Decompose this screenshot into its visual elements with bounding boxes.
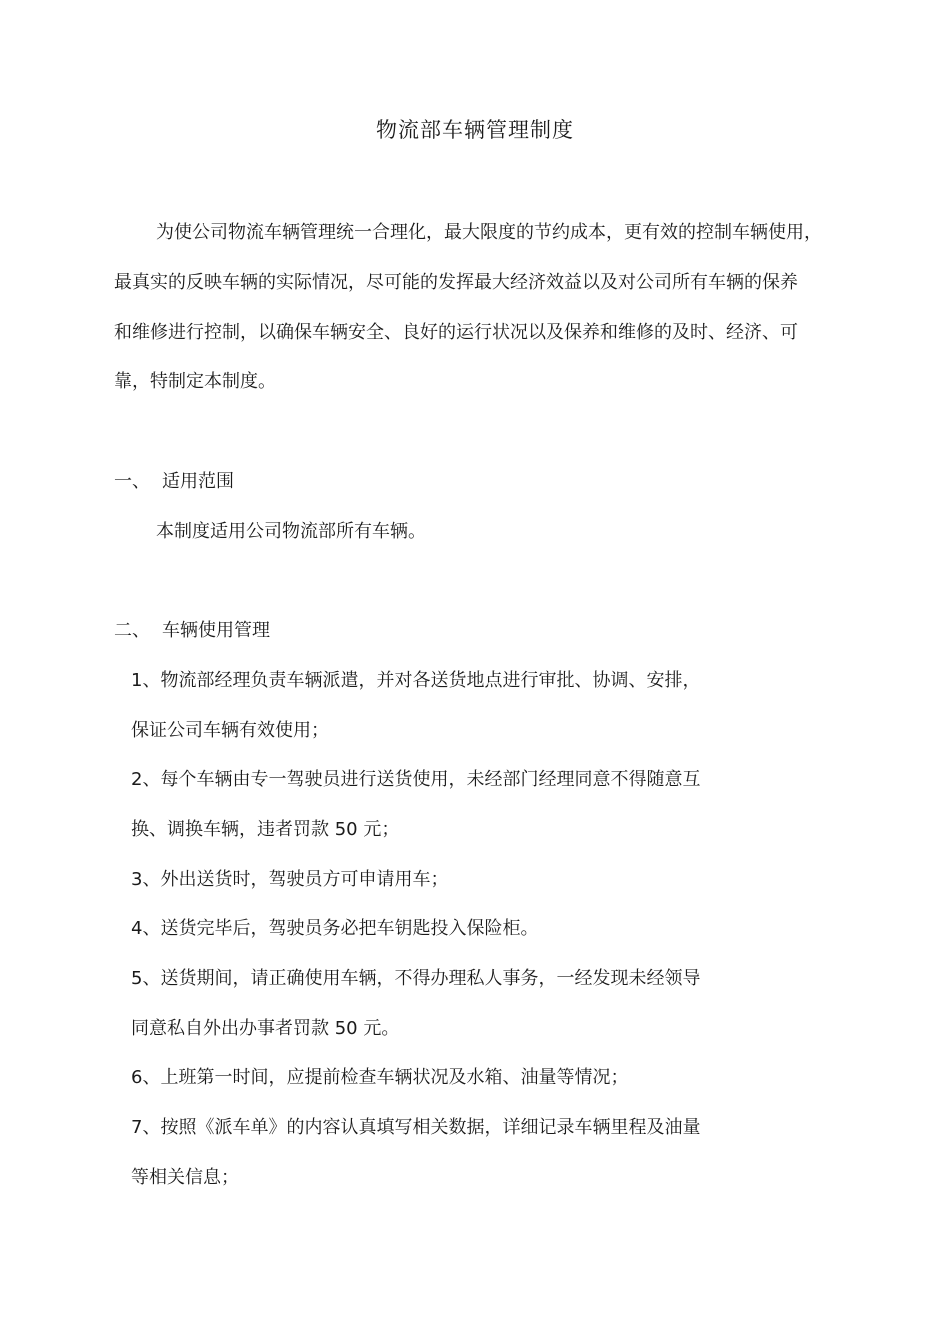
section-2-line: 3、外出送货时，驾驶员方可申请用车； bbox=[131, 869, 449, 890]
intro-line-2: 最真实的反映车辆的实际情况，尽可能的发挥最大经济效益以及对公司所有车辆的保养 bbox=[114, 272, 798, 293]
section-2-line: 保证公司车辆有效使用； bbox=[131, 720, 329, 741]
intro-line-4: 靠，特制定本制度。 bbox=[114, 371, 276, 392]
section-1-heading bbox=[114, 469, 234, 495]
section-1-number: 一、 bbox=[114, 471, 150, 492]
section-2-line: 4、送货完毕后，驾驶员务必把车钥匙投入保险柜。 bbox=[131, 918, 539, 939]
intro-line-3: 和维修进行控制，以确保车辆安全、良好的运行状况以及保养和维修的及时、经济、可 bbox=[114, 322, 798, 343]
section-2-line: 等相关信息； bbox=[131, 1167, 239, 1188]
section-2-line: 1、物流部经理负责车辆派遣，并对各送货地点进行审批、协调、安排， bbox=[131, 670, 701, 691]
section-1-body: 本制度适用公司物流部所有车辆。 bbox=[156, 521, 426, 542]
section-2-heading bbox=[114, 618, 270, 644]
section-2-line: 6、上班第一时间，应提前检查车辆状况及水箱、油量等情况； bbox=[131, 1067, 629, 1088]
section-2-number: 二、 bbox=[114, 620, 150, 641]
section-2-line: 换、调换车辆，违者罚款 50 元； bbox=[131, 819, 400, 840]
section-2-line: 同意私自外出办事者罚款 50 元。 bbox=[131, 1018, 400, 1039]
intro-line-1: 为使公司物流车辆管理统一合理化，最大限度的节约成本，更有效的控制车辆使用， bbox=[156, 222, 822, 243]
section-2-line: 2、每个车辆由专一驾驶员进行送货使用，未经部门经理同意不得随意互 bbox=[131, 769, 701, 790]
section-2-line: 7、按照《派车单》的内容认真填写相关数据，详细记录车辆里程及油量 bbox=[131, 1117, 701, 1138]
section-2-line: 5、送货期间，请正确使用车辆，不得办理私人事务，一经发现未经领导 bbox=[131, 968, 701, 989]
section-1-title: 适用范围 bbox=[162, 471, 234, 492]
document-title: 物流部车辆管理制度 bbox=[376, 118, 574, 142]
section-2-title: 车辆使用管理 bbox=[162, 620, 270, 641]
